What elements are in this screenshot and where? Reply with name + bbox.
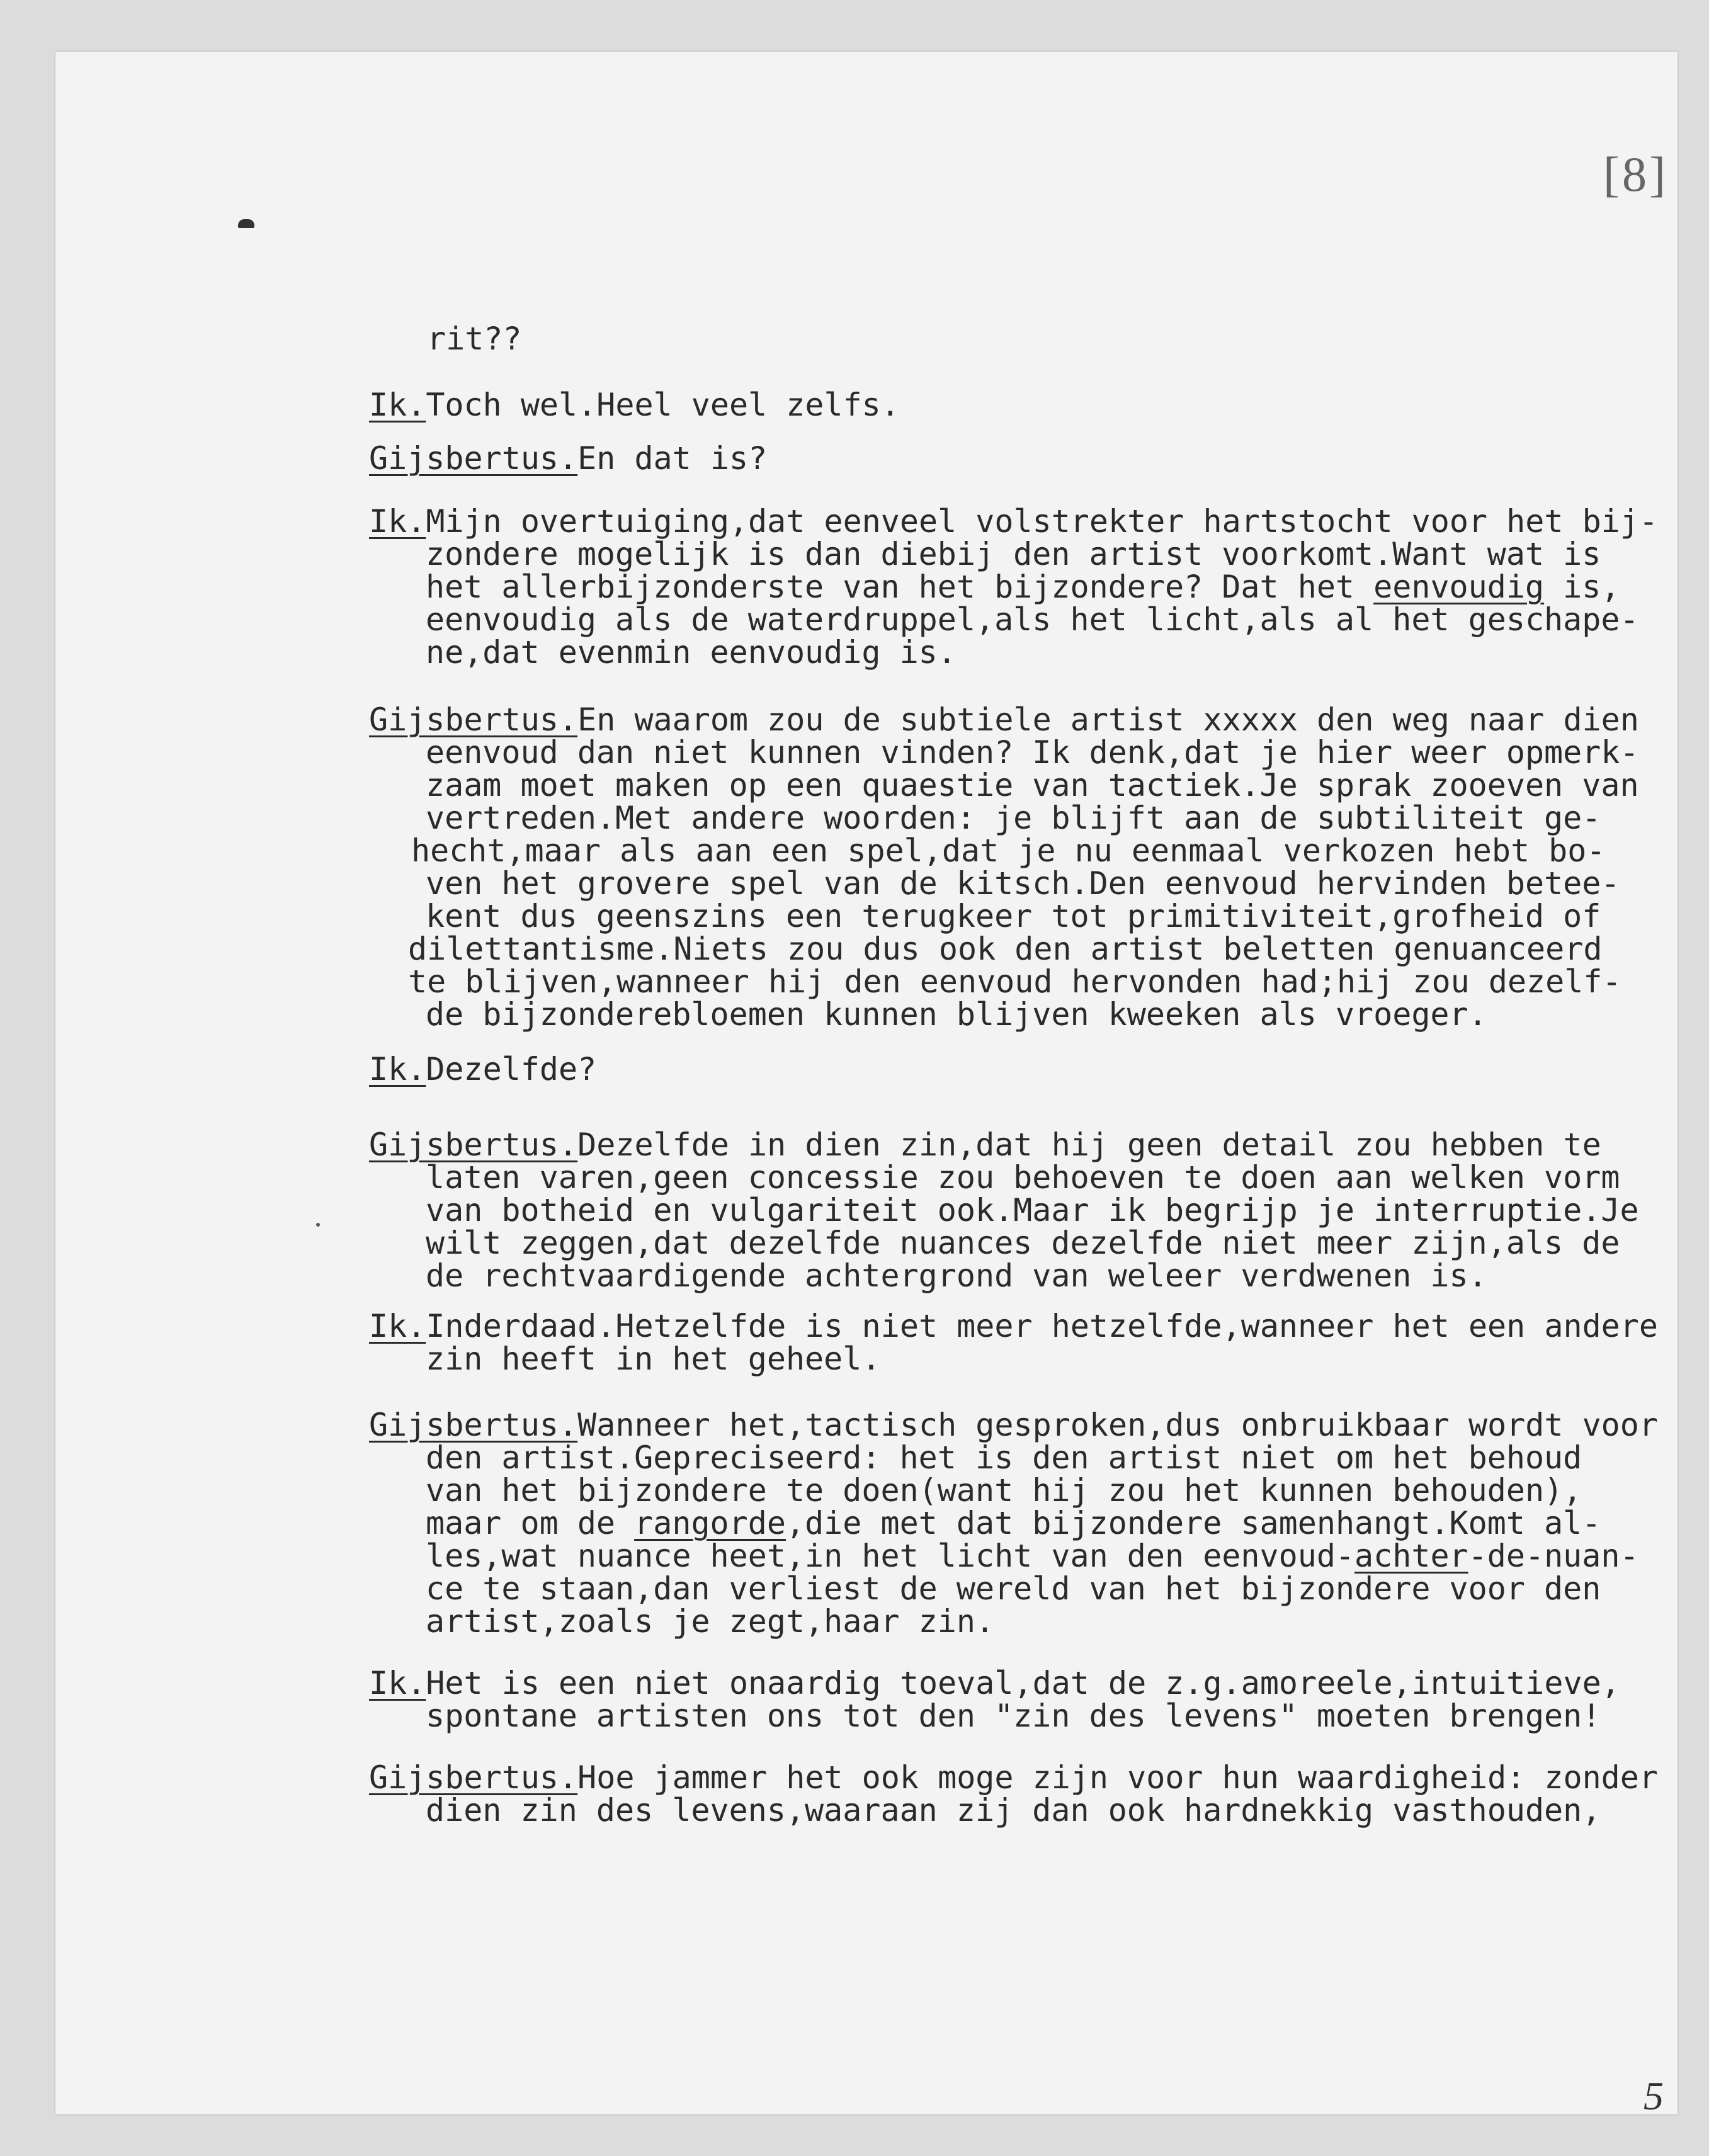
text-line [426, 1572, 1601, 1605]
speaker-name: Ik. [369, 1665, 426, 1701]
text-line [369, 505, 1658, 538]
line-text: rit?? [427, 321, 522, 357]
text-line [426, 1227, 1620, 1259]
text-line [411, 834, 1605, 867]
text-line [427, 322, 522, 355]
line-text: zondere mogelijk is dan diebij den artist voorkomt.Want wat is [426, 536, 1601, 572]
line-text-tail: ,die met dat bijzondere samenhangt.Komt al- [785, 1505, 1601, 1541]
text-line [426, 998, 1487, 1031]
text-line [369, 1310, 1658, 1342]
line-text: artist,zoals je zegt,haar zin. [426, 1603, 995, 1640]
text-line [426, 1259, 1487, 1292]
line-text: En waarom zou de subtiele artist xxxxx den weg naar dien [577, 701, 1639, 738]
text-line [369, 1128, 1601, 1161]
text-line [426, 636, 957, 669]
line-text: het allerbijzonderste van het bijzondere? Dat het [426, 569, 1374, 605]
line-text: zin heeft in het geheel. [426, 1341, 881, 1377]
line-text: kent dus geenszins een terugkeer tot primitiviteit,grofheid of [426, 898, 1601, 934]
speaker-name: Ik. [369, 503, 426, 540]
text-line [426, 1699, 1601, 1732]
line-text: eenvoud dan niet kunnen vinden? Ik denk,dat je hier weer opmerk- [426, 734, 1639, 771]
text-line [426, 900, 1601, 933]
ink-dot-mark [316, 1223, 320, 1227]
document-page [55, 52, 1678, 2118]
ink-blot-mark [238, 219, 254, 228]
text-line [426, 1794, 1601, 1827]
text-line [426, 603, 1639, 636]
line-text: ne,dat evenmin eenvoudig is. [426, 634, 957, 671]
text-line [426, 1342, 880, 1375]
line-text: hecht,maar als aan een spel,dat je nu eenmaal verkozen hebt bo- [411, 832, 1606, 869]
line-text-tail: -de-nuan- [1468, 1538, 1639, 1574]
line-text: de bijzonderebloemen kunnen blijven kweeken als vroeger. [426, 996, 1487, 1033]
speaker-name: Ik. [369, 387, 426, 423]
line-text: Mijn overtuiging,dat eenveel volstrekter hartstocht voor het bij- [426, 503, 1658, 540]
text-line [426, 1441, 1582, 1474]
line-text: te blijven,wanneer hij den eenvoud hervonden had;hij zou dezelf- [408, 963, 1621, 1000]
text-line [369, 1053, 596, 1086]
text-line [408, 965, 1621, 998]
speaker-name: Ik. [369, 1308, 426, 1344]
line-text: Hoe jammer het ook moge zijn voor hun waardigheid: zonder [577, 1759, 1658, 1796]
text-line [369, 1409, 1658, 1441]
speaker-name: Gijsbertus. [369, 701, 578, 738]
line-text: spontane artisten ons tot den "zin des levens" moeten brengen! [426, 1698, 1601, 1734]
text-line [369, 389, 900, 421]
text-line [426, 769, 1639, 802]
line-text: Inderdaad.Hetzelfde is niet meer hetzelfde,wanneer het een andere [426, 1308, 1658, 1344]
line-text: wilt zeggen,dat dezelfde nuances dezelfde niet meer zijn,als de [426, 1225, 1620, 1261]
text-line [426, 1474, 1582, 1507]
line-text: ven het grovere spel van de kitsch.Den eenvoud hervinden betee- [426, 865, 1620, 902]
speaker-name: Gijsbertus. [369, 1407, 578, 1443]
line-text: ce te staan,dan verliest de wereld van het bijzondere voor den [426, 1570, 1601, 1607]
text-line [426, 1194, 1639, 1227]
line-text: les,wat nuance heet,in het licht van den eenvoud- [426, 1538, 1355, 1574]
text-line [426, 538, 1601, 570]
line-text: maar om de [426, 1505, 635, 1541]
speaker-name: Gijsbertus. [369, 1126, 578, 1163]
line-text-tail: is, [1544, 569, 1620, 605]
line-text: den artist.Gepreciseerd: het is den artist niet om het behoud [426, 1439, 1582, 1476]
text-line [426, 1507, 1601, 1540]
text-line [426, 736, 1639, 769]
line-text: van het bijzondere te doen(want hij zou het kunnen behouden), [426, 1472, 1582, 1509]
line-text: Wanneer het,tactisch gesproken,dus onbruikbaar wordt voor [577, 1407, 1658, 1443]
text-line [369, 442, 767, 475]
line-text: Dezelfde in dien zin,dat hij geen detail zou hebben te [577, 1126, 1601, 1163]
line-text: vertreden.Met andere woorden: je blijft aan de subtiliteit ge- [426, 800, 1601, 836]
text-line [426, 802, 1601, 834]
text-line [369, 1761, 1658, 1794]
line-text: dien zin des levens,waaraan zij dan ook hardnekkig vasthouden, [426, 1792, 1601, 1829]
line-text: laten varen,geen concessie zou behoeven te doen aan welken vorm [426, 1159, 1620, 1196]
speaker-name: Ik. [369, 1051, 426, 1087]
emphasized-word: rangorde [634, 1505, 786, 1541]
folio-number: 5 [1644, 2074, 1664, 2118]
emphasized-word: achter [1354, 1538, 1468, 1574]
speaker-name: Gijsbertus. [369, 1759, 578, 1796]
line-text: Het is een niet onaardig toeval,dat de z.g.amoreele,intuitieve, [426, 1665, 1620, 1701]
line-text: de rechtvaardigende achtergrond van weleer verdwenen is. [426, 1257, 1487, 1294]
page-marker: [8] [1603, 147, 1668, 201]
line-text: Dezelfde? [426, 1051, 597, 1087]
line-text: En dat is? [577, 440, 768, 477]
text-line [426, 1540, 1639, 1572]
line-text: Toch wel.Heel veel zelfs. [426, 387, 900, 423]
emphasized-word: eenvoudig [1373, 569, 1545, 605]
text-line [426, 1161, 1620, 1194]
text-line [369, 1667, 1620, 1699]
line-text: zaam moet maken op een quaestie van tactiek.Je sprak zooeven van [426, 767, 1639, 803]
speaker-name: Gijsbertus. [369, 440, 578, 477]
text-line [426, 867, 1620, 900]
text-line [408, 933, 1602, 965]
line-text: van botheid en vulgariteit ook.Maar ik begrijp je interruptie.Je [426, 1192, 1639, 1228]
text-line [426, 570, 1620, 603]
line-text: eenvoudig als de waterdruppel,als het licht,als al het geschape- [426, 601, 1639, 638]
text-line [426, 1605, 994, 1638]
text-line [369, 703, 1639, 736]
line-text: dilettantisme.Niets zou dus ook den artist beletten genuanceerd [408, 931, 1603, 967]
